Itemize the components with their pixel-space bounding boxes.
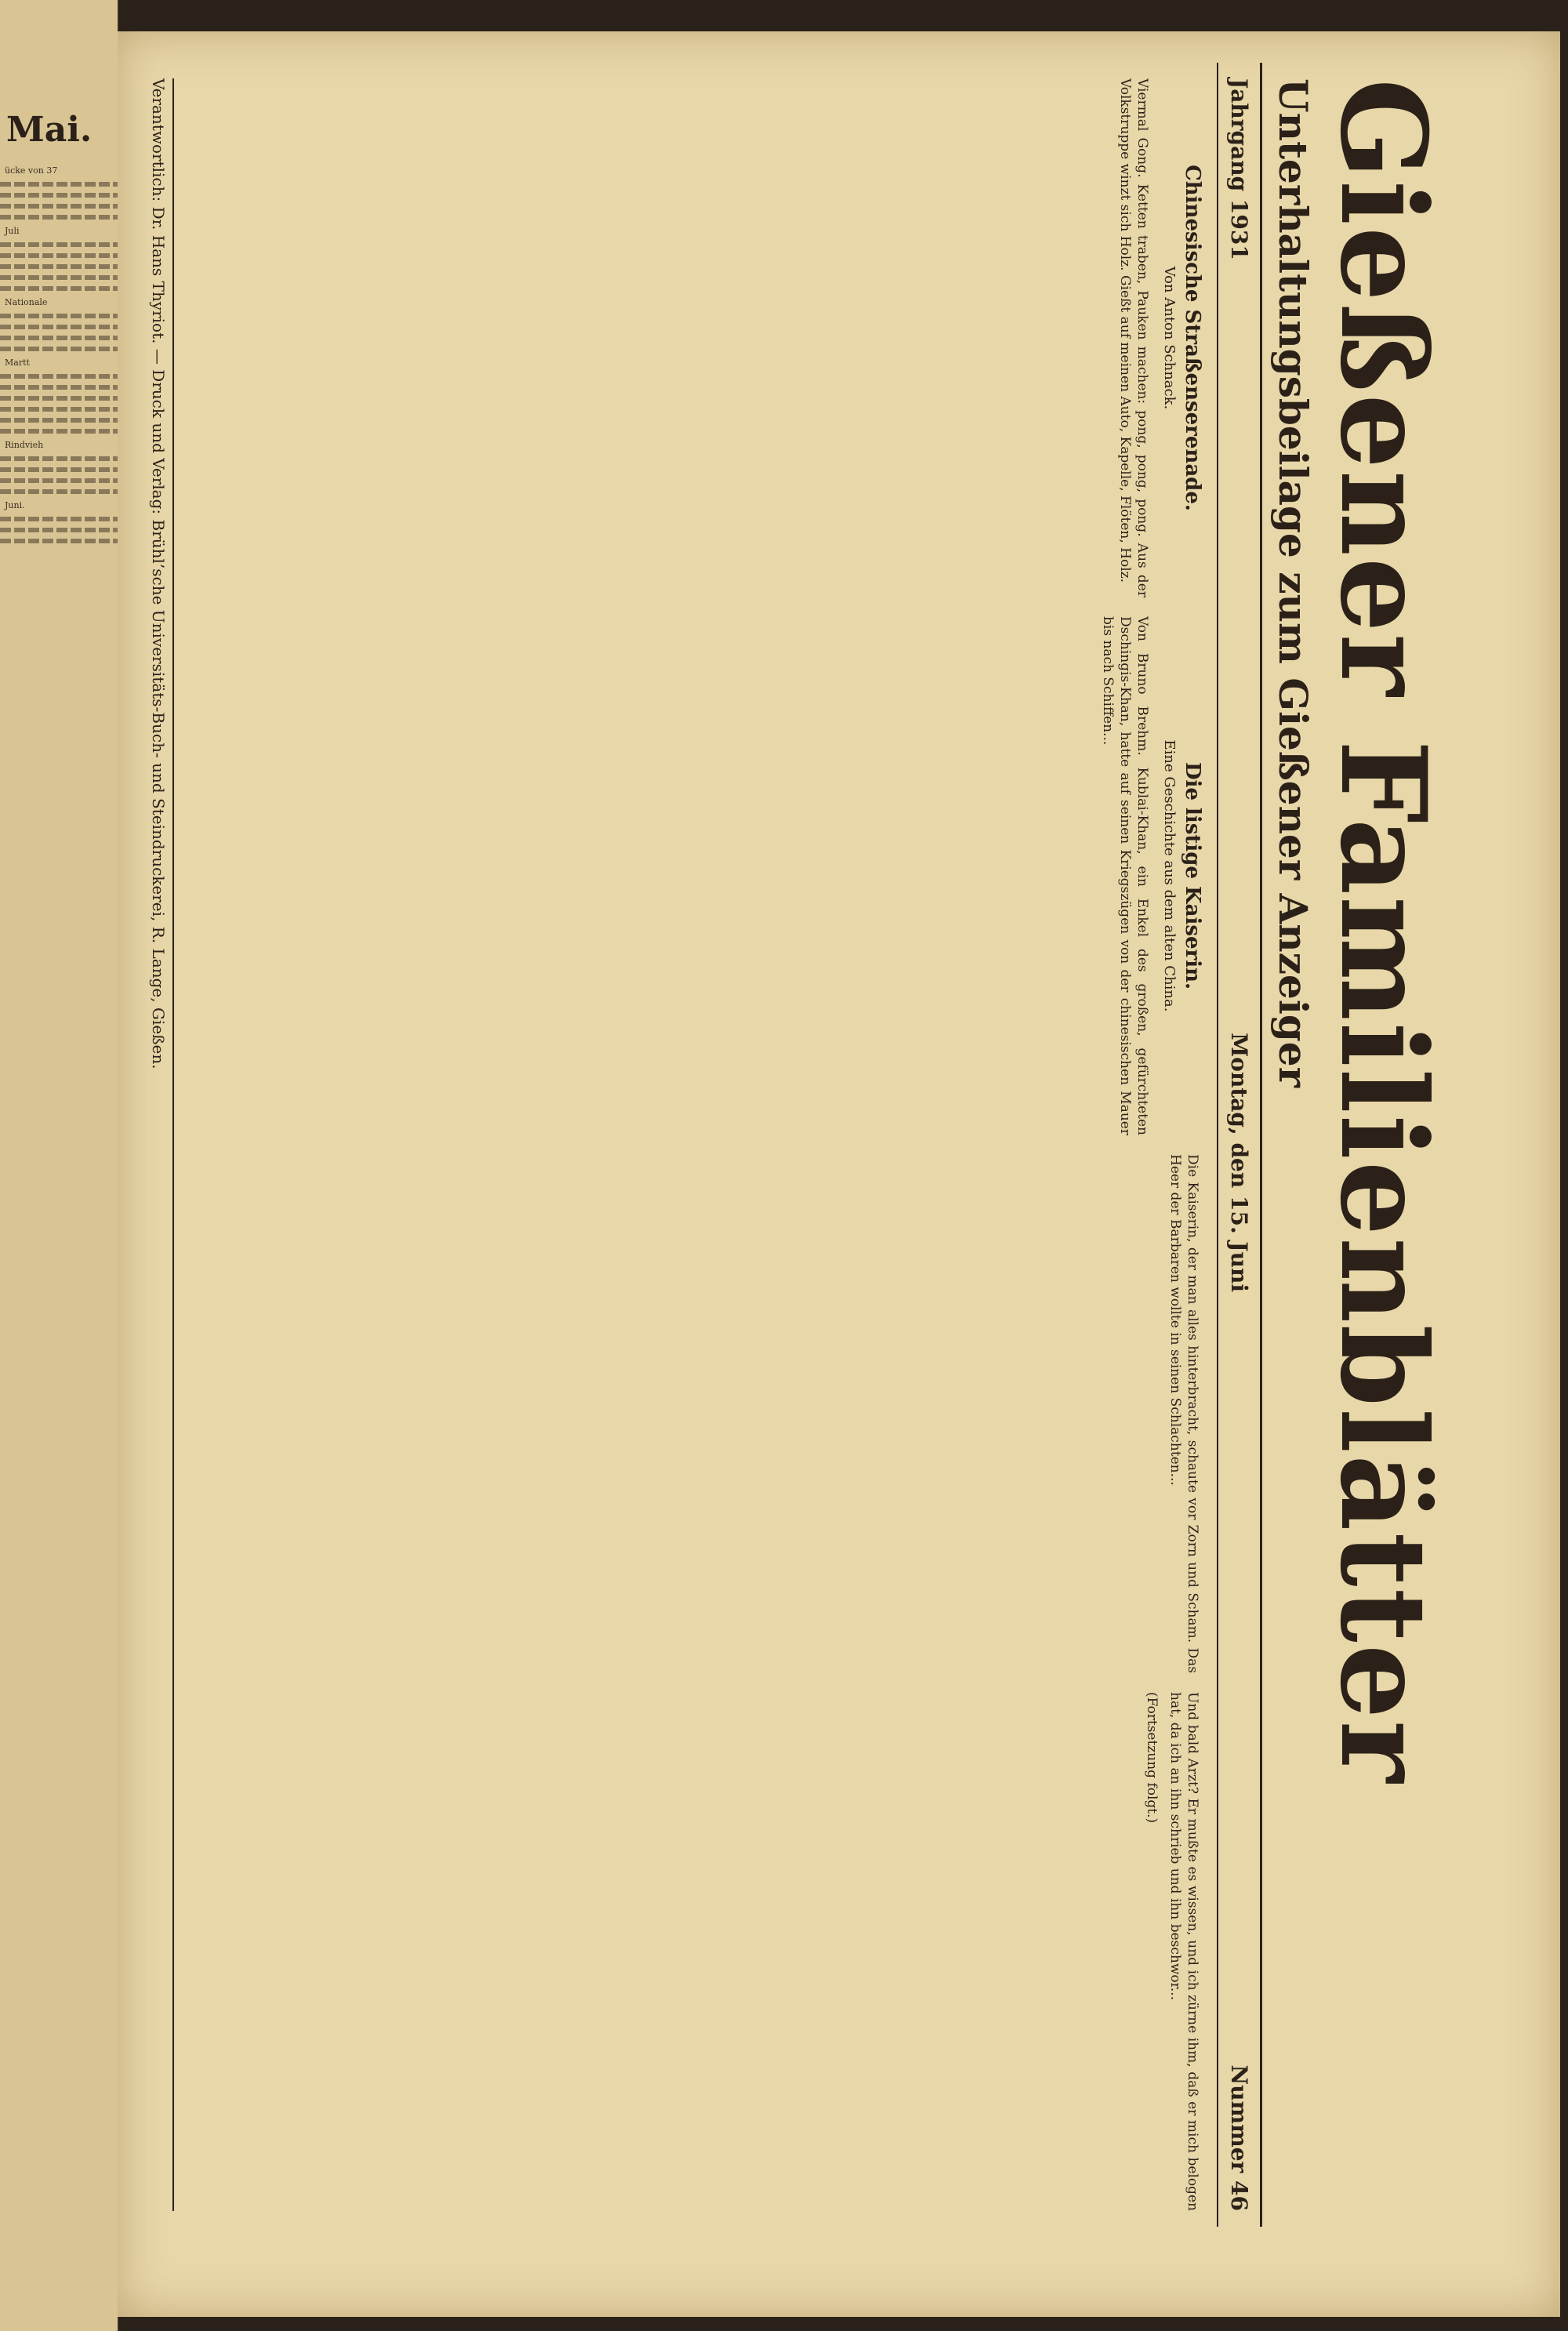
adjacent-page-strip: [0, 0, 119, 2331]
article-byline: Von Anton Schnack.: [1161, 266, 1178, 410]
article-text: Viermal Gong. Ketten traben, Pauken machen: pong, pong, pong. Aus der Volkstruppe winzt sich Holz. Gießt auf meinen Auto, Kapelle, Flöten, Holz.: [1117, 78, 1150, 597]
article-column: [1093, 78, 1204, 597]
article-column: [1093, 1692, 1201, 2211]
issue-number: Nummer 46: [1226, 2064, 1252, 2211]
article-column: [1093, 1154, 1201, 1673]
article-byline: Eine Geschichte aus dem alten China.: [1161, 739, 1178, 1012]
issue-info: [1217, 63, 1260, 2227]
issue-date: Montag, den 15. Juni: [1226, 1033, 1252, 1293]
rotated-page-content: [141, 63, 1458, 2227]
strip-line: Rindvieh: [5, 440, 44, 450]
strip-line: ücke von 37: [5, 165, 58, 176]
article-heading: Chinesische Straßenserenade.: [1181, 165, 1204, 511]
article-columns: [1077, 63, 1217, 2227]
continuation-note: (Fortsetzung folgt.): [1144, 1692, 1160, 1824]
strip-line: Juni.: [5, 500, 25, 510]
strip-line: Juli: [5, 226, 20, 236]
issue-year: Jahrgang 1931: [1226, 78, 1252, 260]
strip-line: Nationale: [5, 297, 48, 307]
article-text: Die Kaiserin, der man alles hinterbracht, schaute vor Zorn und Scham. Das Heer der Barbaren wollte in seinen Schlachten...: [1167, 1154, 1200, 1673]
article-column: [1093, 616, 1204, 1135]
newspaper-subtitle: Unterhaltungsbeilage zum Gießener Anzeiger: [1270, 78, 1316, 1087]
masthead: [1260, 63, 1458, 2227]
strip-month: Mai.: [6, 110, 93, 150]
article-text: Von Bruno Brehm. Kublai-Khan, ein Enkel des großen, gefürchteten Dschingis-Khan, hatte auf seinen Kriegszügen von der chinesischen Mauer bis nach Schiffen...: [1100, 616, 1150, 1135]
strip-line: Martt: [5, 358, 30, 368]
article-text: Und bald Arzt? Er mußte es wissen, und ich zürne ihm, daß er mich belogen hat, da ich an ihn schrieb und ihn beschwor...: [1167, 1692, 1200, 2211]
article-heading: Die listige Kaiserin.: [1181, 761, 1204, 990]
newspaper-title: Gießener Familienblätter: [1314, 78, 1452, 1785]
imprint: Verantwortlich: Dr. Hans Thyriot. — Druck und Verlag: Brühl’sche Universitäts-Buch- und Steindruckerei, R. Lange, Gießen.: [149, 78, 174, 2211]
